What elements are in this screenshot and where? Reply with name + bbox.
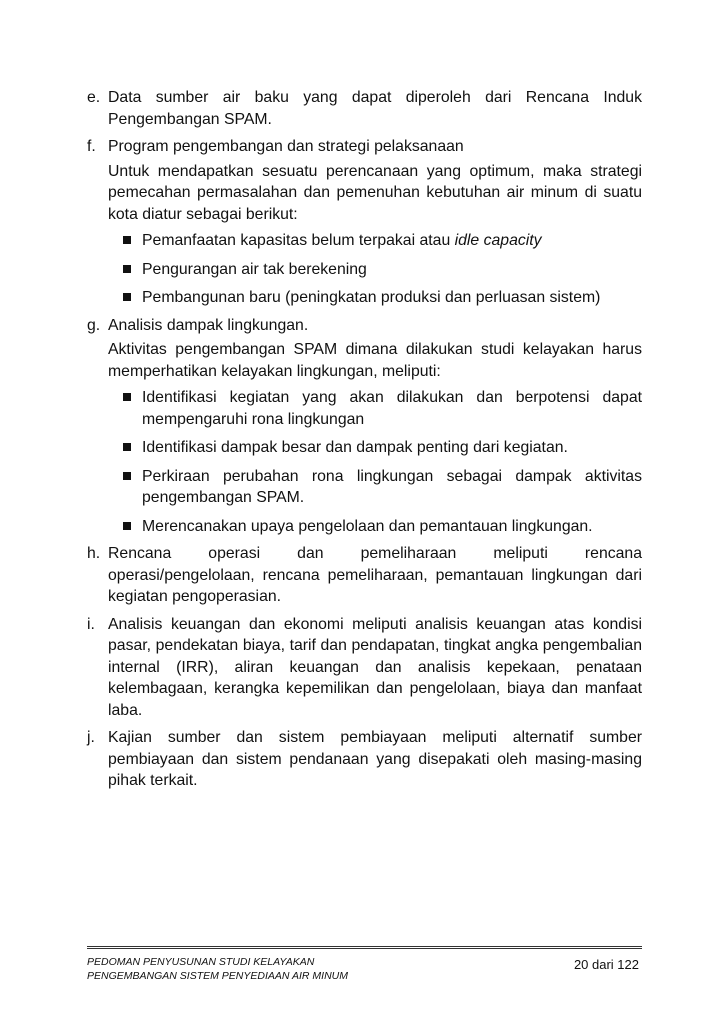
bullet-item xyxy=(108,466,642,509)
square-bullet-icon xyxy=(123,443,131,451)
square-bullet-icon xyxy=(123,293,131,301)
bullet-item xyxy=(108,437,642,459)
square-bullet-icon xyxy=(123,522,131,530)
bullet-text: Pembangunan baru (peningkatan produksi dan perluasan sistem) xyxy=(142,289,601,306)
bullet-text: Perkiraan perubahan rona lingkungan sebagai dampak aktivitas pengembangan SPAM. xyxy=(142,467,642,506)
list-item-e xyxy=(87,87,642,130)
list-item-j xyxy=(87,727,642,792)
item-letter: h. xyxy=(87,545,101,562)
item-letter: f. xyxy=(87,138,96,155)
item-paragraph: Aktivitas pengembangan SPAM dimana dilakukan studi kelayakan harus memperhatikan kelayakan lingkungan, meliputi: xyxy=(108,341,642,380)
square-bullet-icon xyxy=(123,472,131,480)
bullet-text-italic: idle capacity xyxy=(454,232,542,249)
list-item-h xyxy=(87,543,642,608)
bullet-item xyxy=(108,387,642,430)
bullet-text: Pengurangan air tak berekening xyxy=(142,260,367,278)
bullet-list xyxy=(108,387,642,537)
list-item-g xyxy=(87,315,642,538)
bullet-item xyxy=(108,516,642,538)
footer-title-line-2: PENGEMBANGAN SISTEM PENYEDIAAN AIR MINUM xyxy=(87,970,348,982)
bullet-text: Identifikasi kegiatan yang akan dilakukan dan berpotensi dapat mempengaruhi rona lingkungan xyxy=(142,389,642,428)
square-bullet-icon xyxy=(123,236,131,244)
list-item-f xyxy=(87,136,642,309)
item-text: operasi/pengelolaan, rencana pemeliharaan, pemantauan lingkungan dari kegiatan pengoperasian. xyxy=(108,566,642,605)
item-title: Program pengembangan dan strategi pelaksanaan xyxy=(108,138,464,155)
item-title: Analisis dampak lingkungan. xyxy=(108,316,309,334)
item-letter: g. xyxy=(87,316,101,334)
bullet-text xyxy=(142,230,642,252)
footer-title-line-1: PEDOMAN PENYUSUNAN STUDI KELAYAKAN xyxy=(87,956,315,968)
page-footer xyxy=(87,946,642,983)
bullet-list xyxy=(108,230,642,309)
item-text: Analisis keuangan dan ekonomi meliputi analisis keuangan atas kondisi pasar, pendekatan biaya, tarif dan pendapatan, tingkat angka pengembalian internal (IRR), aliran keuangan dan analisis kepekaan, penataan kelembagaan, kerangka kepemilikan dan pengelolaan, biaya dan manfaat laba. xyxy=(108,615,642,719)
square-bullet-icon xyxy=(123,265,131,273)
item-paragraph: Untuk mendapatkan sesuatu perencanaan yang optimum, maka strategi pemecahan permasalahan dan pemenuhan kebutuhan air minum di suatu kota diatur sebagai berikut: xyxy=(108,162,642,223)
bullet-text: Identifikasi dampak besar dan dampak penting dari kegiatan. xyxy=(142,439,568,456)
item-text: Data sumber air baku yang dapat diperoleh dari Rencana Induk Pengembangan SPAM. xyxy=(108,89,642,128)
item-letter: j. xyxy=(87,729,95,746)
bullet-item xyxy=(108,230,642,252)
square-bullet-icon xyxy=(123,393,131,401)
bullet-item xyxy=(108,287,642,309)
bullet-text-main: Pemanfaatan kapasitas belum terpakai atau xyxy=(142,232,455,249)
bullet-item xyxy=(108,259,642,281)
item-text: Kajian sumber dan sistem pembiayaan meliputi alternatif sumber pembiayaan dan sistem pendanaan yang disepakati oleh masing-masing pihak terkait. xyxy=(108,729,642,789)
page-number: 20 dari 122 xyxy=(573,957,639,972)
bullet-text: Merencanakan upaya pengelolaan dan pemantauan lingkungan. xyxy=(142,517,593,535)
item-letter: e. xyxy=(87,89,101,106)
item-letter: i. xyxy=(87,615,95,633)
list-item-i xyxy=(87,614,642,722)
document-body xyxy=(87,87,642,798)
item-text-first-line: Rencana operasi dan pemeliharaan meliputi rencana xyxy=(108,545,642,562)
